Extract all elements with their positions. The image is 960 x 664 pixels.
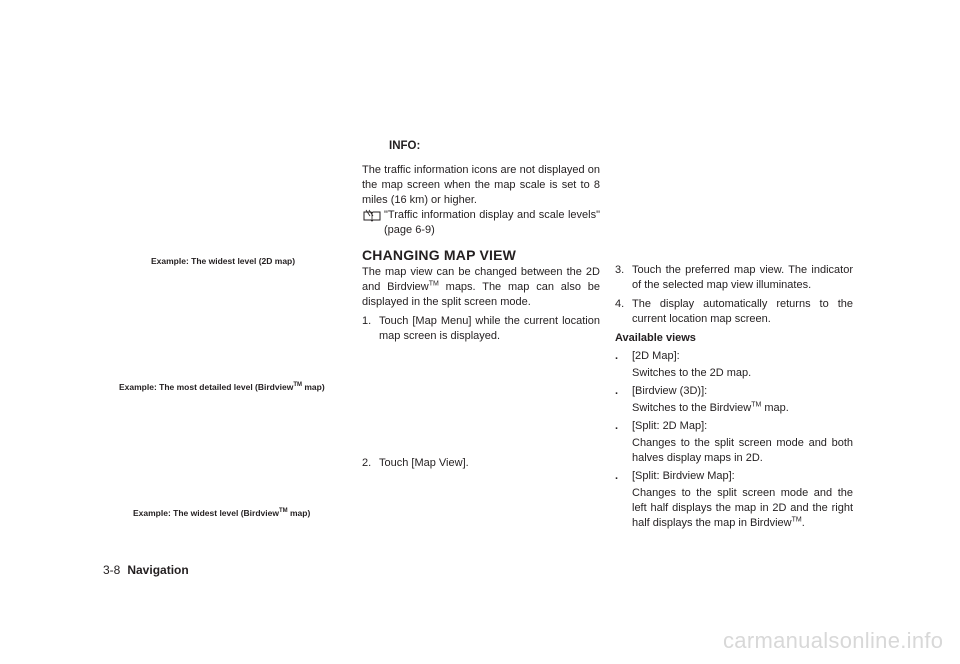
- step-4: [615, 297, 853, 327]
- step-2: [362, 456, 600, 471]
- section-intro: The map view can be changed between the 2D and Birdview™ maps. The map can also be displayed in the split screen mode.: [362, 266, 600, 308]
- step-number: 4.: [615, 298, 625, 310]
- view-desc: Changes to the split screen mode and the left half displays the map in 2D and the right half displays the map in Birdview™.: [632, 487, 853, 529]
- view-desc: Switches to the Birdview™ map.: [632, 401, 789, 414]
- step-text: Touch [Map Menu] while the current location map screen is displayed.: [379, 315, 600, 342]
- watermark: carmanualsonline.info: [723, 628, 944, 653]
- available-views-title: Available views: [615, 332, 696, 344]
- view-label: [Split: Birdview Map]:: [632, 470, 735, 482]
- view-label: [Birdview (3D)]:: [632, 385, 708, 397]
- view-item-split-2d: [615, 419, 853, 434]
- view-item-split-birdview: [615, 469, 853, 484]
- step-3: [615, 263, 853, 293]
- section-title: CHANGING MAP VIEW: [362, 247, 517, 263]
- info-reference: [362, 208, 600, 238]
- step-text: Touch [Map View].: [379, 457, 469, 469]
- view-desc: Changes to the split screen mode and both halves display maps in 2D.: [632, 437, 853, 464]
- page-number: 3-8: [103, 563, 121, 577]
- middle-column: [362, 139, 600, 471]
- bullet: .: [615, 470, 619, 482]
- bullet: .: [615, 420, 619, 432]
- info-reference-text: "Traffic information display and scale levels" (page 6-9): [384, 209, 600, 236]
- step-text: Touch the preferred map view. The indicator of the selected map view illuminates.: [632, 264, 853, 291]
- reference-book-icon: [362, 208, 384, 238]
- info-text: The traffic information icons are not displayed on the map screen when the map scale is set to 8 miles (16 km) or higher.: [362, 164, 600, 206]
- view-label: [Split: 2D Map]:: [632, 420, 708, 432]
- step-number: 1.: [362, 315, 372, 327]
- step-number: 3.: [615, 264, 625, 276]
- page-footer: [103, 563, 189, 577]
- figure-caption-birdview-widest: Example: The widest level (Birdview™ map): [133, 508, 311, 518]
- info-title: INFO:: [389, 140, 421, 152]
- bullet: .: [615, 385, 619, 397]
- step-1: [362, 314, 600, 344]
- step-number: 2.: [362, 457, 372, 469]
- step-text: The display automatically returns to the current location map screen.: [632, 298, 853, 325]
- view-item-2d: [615, 349, 853, 364]
- view-desc: Switches to the 2D map.: [632, 367, 752, 379]
- view-item-birdview: [615, 384, 853, 399]
- view-label: [2D Map]:: [632, 350, 680, 362]
- figure-caption-2d-widest: Example: The widest level (2D map): [151, 256, 296, 266]
- bullet: .: [615, 350, 619, 362]
- figure-caption-birdview-detailed: Example: The most detailed level (Birdview™ map): [119, 382, 325, 392]
- footer-section: Navigation: [127, 563, 189, 577]
- right-column: [615, 263, 853, 531]
